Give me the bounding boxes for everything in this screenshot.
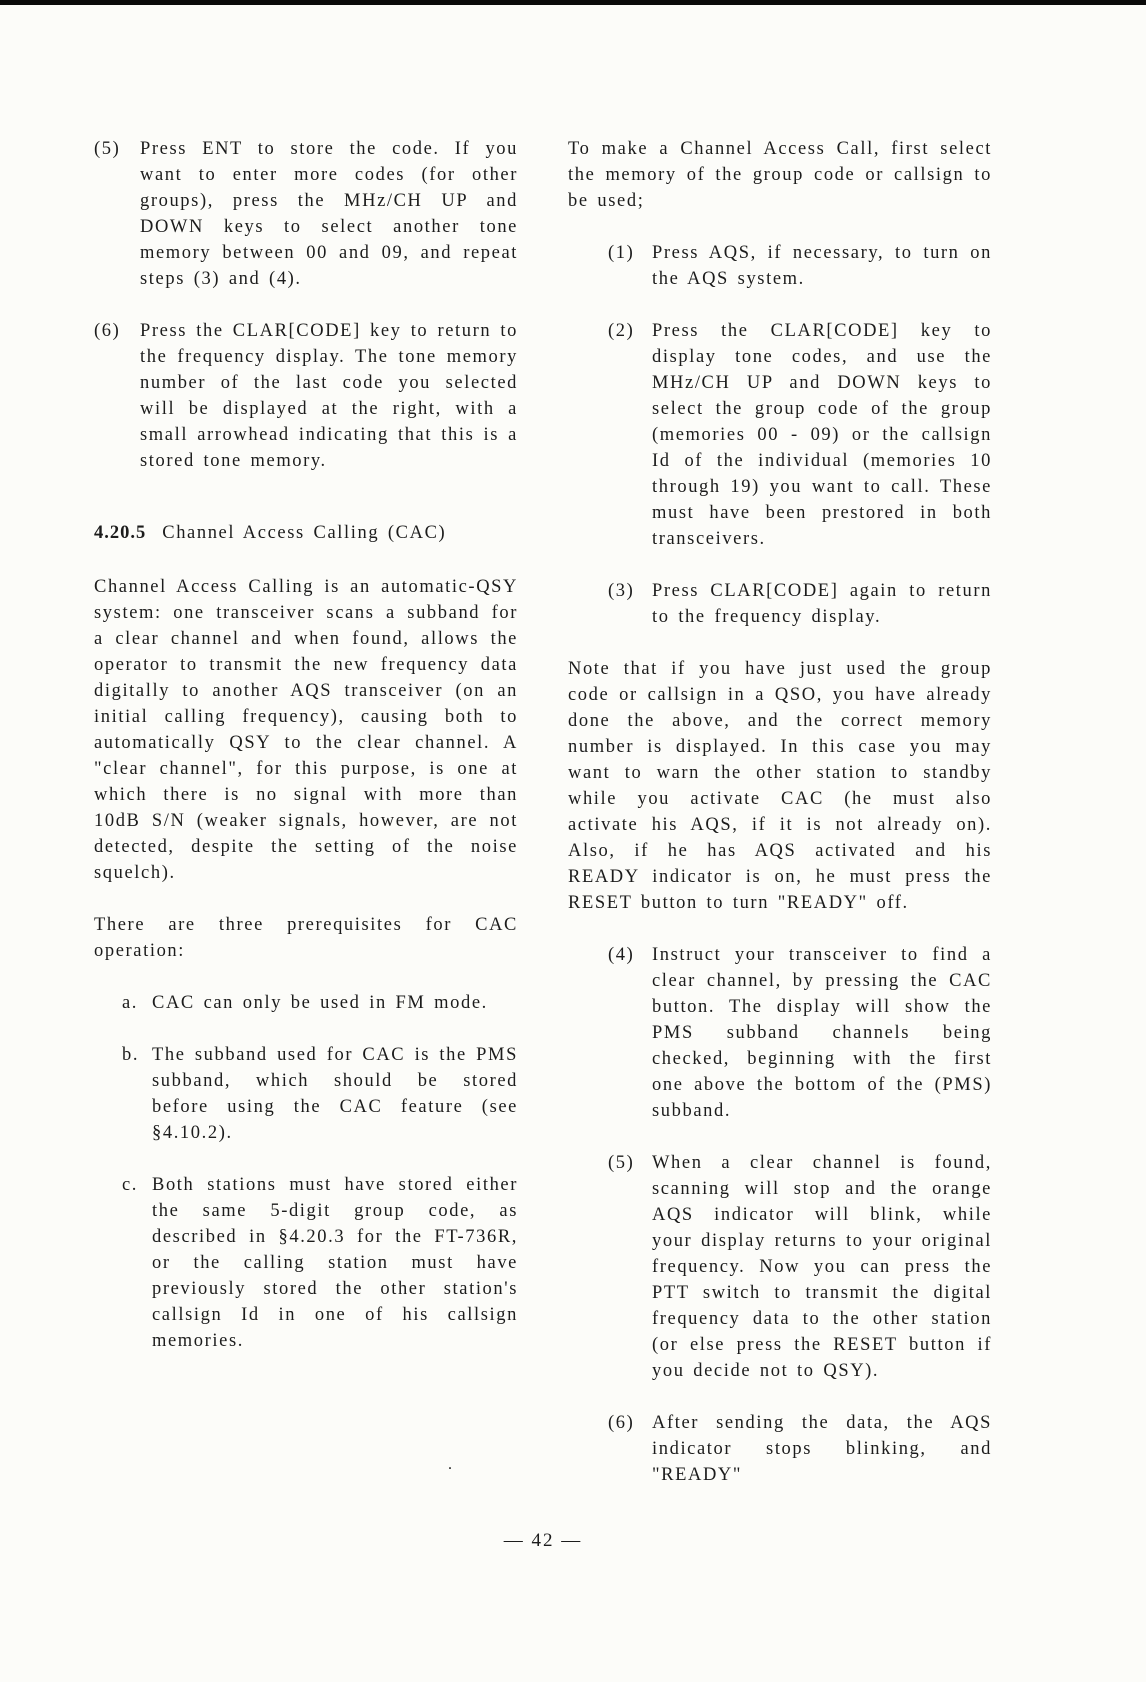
left-column <box>94 136 518 1380</box>
list-item-text: When a clear channel is found, scanning will stop and the orange AQS indicator will blink, while your display returns to your original frequency. Now you can press the PTT switch to transmit the digital frequency data to the other station (or else press the RESET button if you decide not to QSY). <box>652 1153 992 1381</box>
list-item-text: Press ENT to store the code. If you want to enter more codes (for other groups), press the MHz/CH UP and DOWN keys to select another tone memory between 00 and 09, and repeat steps (3) and (4). <box>140 139 518 289</box>
section-title: Channel Access Calling (CAC) <box>162 523 447 543</box>
paragraph: Note that if you have just used the group code or callsign in a QSO, you have already done the above, and the correct memory number is displayed. In this case you may want to warn the other station to standby while you activate CAC (he must also activate his AQS, if it is not already on). Also, if he has AQS activated and his READY indicator is on, he must press the RESET button to turn "READY" off. <box>568 659 992 913</box>
section-number: 4.20.5 <box>94 523 147 543</box>
list-item-text: Both stations must have stored either the same 5-digit group code, as described in §4.20.3 for the FT-736R, or the calling station must have previously stored the other station's callsign Id in one of his callsign memories. <box>152 1175 518 1351</box>
right-column <box>568 136 992 1514</box>
list-marker: (4) <box>608 945 635 965</box>
list-item <box>94 318 518 474</box>
scan-artifact-dot: . <box>448 1456 452 1473</box>
list-item-text: Instruct your transceiver to find a clear channel, by pressing the CAC button. The display will show the PMS subband channels being checked, beginning with the first one above the bottom of the (PMS) subband. <box>652 945 992 1121</box>
list-item <box>608 942 992 1124</box>
list-item-text: Press AQS, if necessary, to turn on the AQS system. <box>652 243 992 289</box>
list-item <box>608 578 992 630</box>
list-marker: (5) <box>94 139 121 159</box>
list-item <box>122 990 518 1016</box>
paragraph: To make a Channel Access Call, first select the memory of the group code or callsign to be used; <box>568 139 992 211</box>
list-item <box>94 136 518 292</box>
list-marker: (2) <box>608 321 635 341</box>
page-number: — 42 — <box>503 1530 583 1551</box>
list-marker: a. <box>122 993 139 1013</box>
list-item-text: Press the CLAR[CODE] key to return to the frequency display. The tone memory number of the last code you selected will be displayed at the right, with a small arrowhead indicating that this is a stored tone memory. <box>140 321 518 471</box>
list-marker: (6) <box>608 1413 635 1433</box>
list-marker: b. <box>122 1045 140 1065</box>
list-marker: (3) <box>608 581 635 601</box>
scan-artifact-top-edge <box>0 0 1146 5</box>
list-item-text: After sending the data, the AQS indicator stops blinking, and "READY" <box>652 1413 992 1485</box>
list-item-text: The subband used for CAC is the PMS subband, which should be stored before using the CAC feature (see §4.10.2). <box>152 1045 518 1143</box>
list-item-text: CAC can only be used in FM mode. <box>152 993 488 1013</box>
list-item <box>608 318 992 552</box>
list-marker: c. <box>122 1175 139 1195</box>
paragraph: There are three prerequisites for CAC operation: <box>94 915 518 961</box>
list-item <box>608 240 992 292</box>
list-item-text: Press CLAR[CODE] again to return to the frequency display. <box>652 581 992 627</box>
paragraph: Channel Access Calling is an automatic-QSY system: one transceiver scans a subband for a clear channel and when found, allows the operator to transmit the new frequency data digitally to another AQS transceiver (on an initial calling frequency), causing both to automatically QSY to the clear channel. A "clear channel", for this purpose, is one at which there is no signal with more than 10dB S/N (weaker signals, however, are not detected, despite the setting of the noise squelch). <box>94 577 518 883</box>
list-item <box>122 1042 518 1146</box>
list-marker: (1) <box>608 243 635 263</box>
list-marker: (6) <box>94 321 121 341</box>
section-heading <box>94 520 518 546</box>
list-marker: (5) <box>608 1153 635 1173</box>
list-item-text: Press the CLAR[CODE] key to display tone codes, and use the MHz/CH UP and DOWN keys to select the group code of the group (memories 00 - 09) or the callsign Id of the individual (memories 10 through 19) you want to call. These must have been prestored in both transceivers. <box>652 321 992 549</box>
list-item <box>608 1150 992 1384</box>
list-item <box>122 1172 518 1354</box>
list-item <box>608 1410 992 1488</box>
